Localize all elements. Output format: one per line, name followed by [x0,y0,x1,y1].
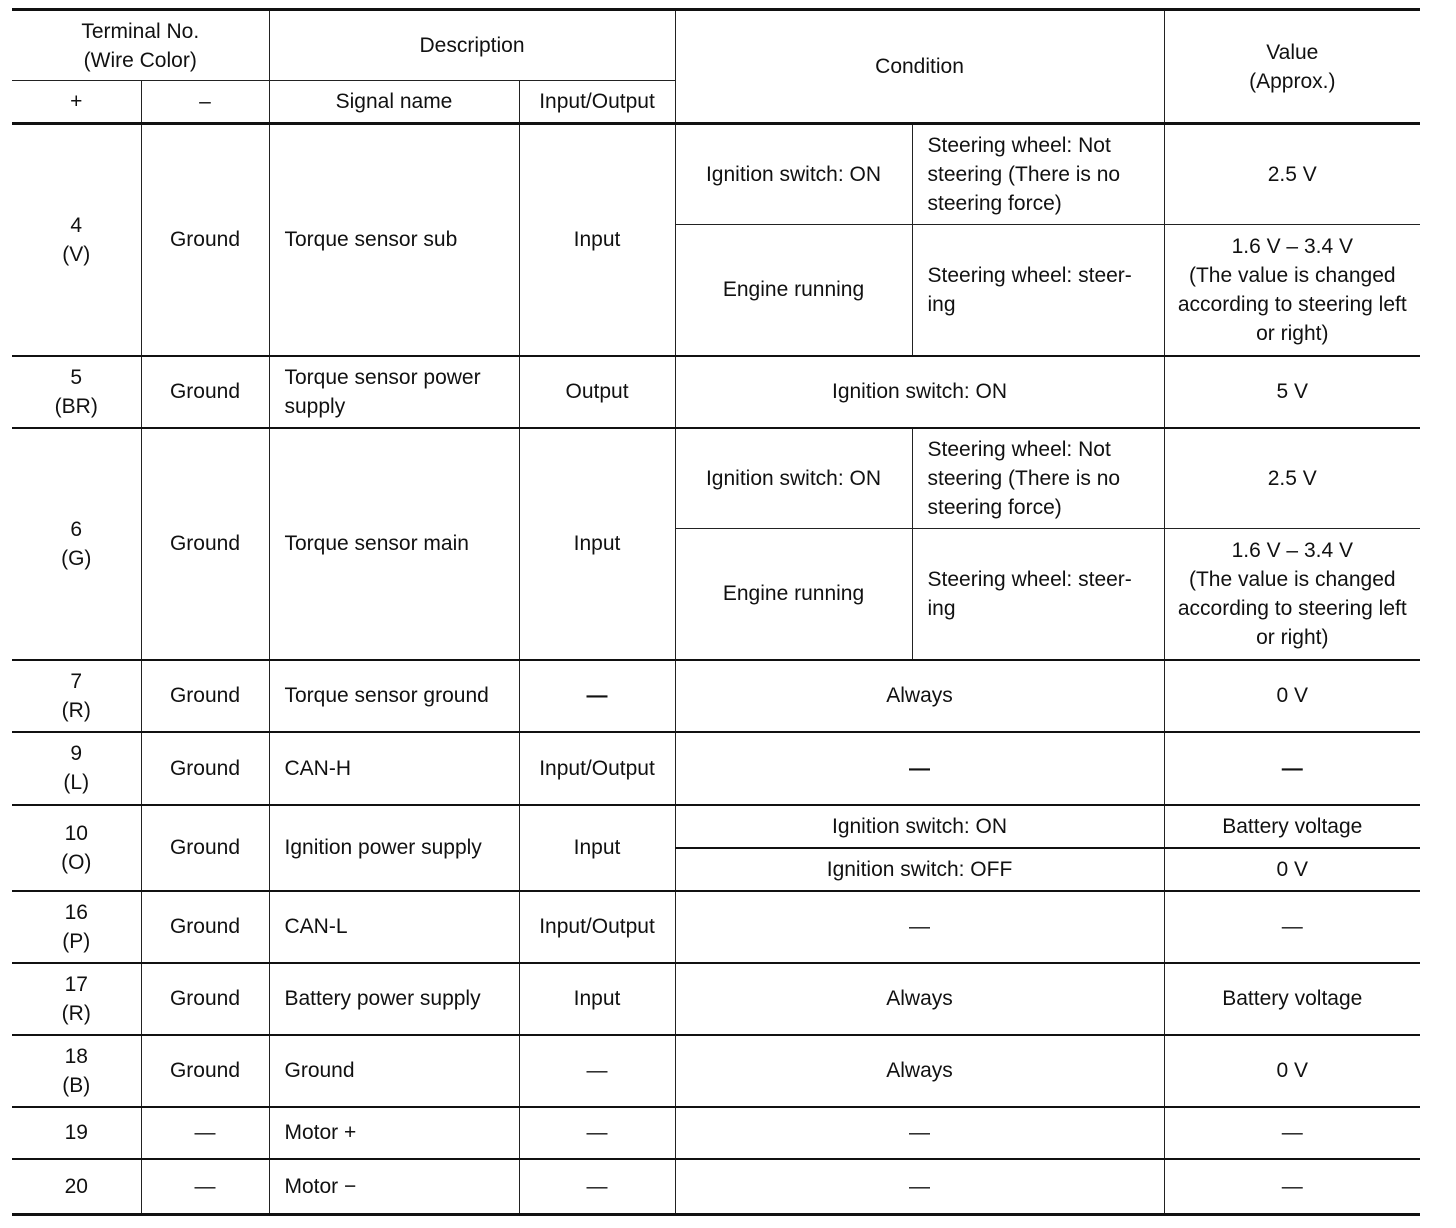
io-cell: — [519,660,675,732]
value-cell: — [1164,1159,1420,1215]
value-cell: 1.6 V – 3.4 V (The value is changed according to steering left or right) [1164,225,1420,356]
header-description: Description [269,10,675,81]
terminal-cell: 17 (R) [12,963,141,1035]
condition-cell: — [675,732,1164,805]
terminal-table [12,8,1420,1216]
condition-cell: Engine running [675,225,912,356]
header-plus: + [12,81,141,124]
signal-cell: Torque sensor sub [269,124,519,356]
value-cell: 0 V [1164,848,1420,891]
condition-cell: Always [675,963,1164,1035]
condition-detail-cell: Steering wheel: steer-ing [912,529,1164,660]
value-cell: — [1164,1107,1420,1159]
minus-cell: Ground [141,356,269,428]
minus-cell: Ground [141,891,269,963]
minus-cell: — [141,1159,269,1215]
io-cell: — [519,1159,675,1215]
terminal-cell: 19 [12,1107,141,1159]
header-minus: – [141,81,269,124]
io-cell: Input [519,805,675,891]
value-cell: 5 V [1164,356,1420,428]
header-condition: Condition [675,10,1164,124]
signal-cell: Motor + [269,1107,519,1159]
io-cell: — [519,1035,675,1107]
terminal-cell: 18 (B) [12,1035,141,1107]
minus-cell: Ground [141,124,269,356]
value-cell: 2.5 V [1164,124,1420,225]
io-cell: Input/Output [519,891,675,963]
condition-cell: — [675,891,1164,963]
value-cell: 1.6 V – 3.4 V (The value is changed according to steering left or right) [1164,529,1420,660]
value-cell: — [1164,732,1420,805]
signal-cell: Torque sensor power supply [269,356,519,428]
minus-cell: Ground [141,963,269,1035]
signal-cell: Ground [269,1035,519,1107]
condition-cell: — [675,1107,1164,1159]
terminal-cell: 6 (G) [12,428,141,660]
value-cell: — [1164,891,1420,963]
terminal-cell: 10 (O) [12,805,141,891]
signal-cell: Torque sensor main [269,428,519,660]
terminal-cell: 5 (BR) [12,356,141,428]
io-cell: Input/Output [519,732,675,805]
minus-cell: Ground [141,660,269,732]
header-terminal: Terminal No. (Wire Color) [12,10,269,81]
terminal-cell: 4 (V) [12,124,141,356]
signal-cell: Ignition power supply [269,805,519,891]
minus-cell: Ground [141,732,269,805]
terminal-cell: 7 (R) [12,660,141,732]
value-cell: 0 V [1164,1035,1420,1107]
value-cell: 0 V [1164,660,1420,732]
minus-cell: Ground [141,428,269,660]
condition-detail-cell: Steering wheel: Not steering (There is no steering force) [912,124,1164,225]
value-cell: 2.5 V [1164,428,1420,529]
io-cell: — [519,1107,675,1159]
condition-cell: Always [675,1035,1164,1107]
value-cell: Battery voltage [1164,963,1420,1035]
io-cell: Input [519,124,675,356]
condition-cell: Always [675,660,1164,732]
io-cell: Input [519,428,675,660]
signal-cell: CAN-L [269,891,519,963]
signal-cell: CAN-H [269,732,519,805]
condition-detail-cell: Steering wheel: steer-ing [912,225,1164,356]
value-cell: Battery voltage [1164,805,1420,848]
terminal-cell: 20 [12,1159,141,1215]
condition-cell: Ignition switch: ON [675,356,1164,428]
condition-cell: Ignition switch: OFF [675,848,1164,891]
io-cell: Output [519,356,675,428]
signal-cell: Battery power supply [269,963,519,1035]
header-value: Value (Approx.) [1164,10,1420,124]
minus-cell: Ground [141,805,269,891]
condition-detail-cell: Steering wheel: Not steering (There is no steering force) [912,428,1164,529]
minus-cell: Ground [141,1035,269,1107]
io-cell: Input [519,963,675,1035]
terminal-cell: 16 (P) [12,891,141,963]
condition-cell: Ignition switch: ON [675,428,912,529]
signal-cell: Torque sensor ground [269,660,519,732]
condition-cell: Ignition switch: ON [675,124,912,225]
condition-cell: Ignition switch: ON [675,805,1164,848]
signal-cell: Motor − [269,1159,519,1215]
terminal-cell: 9 (L) [12,732,141,805]
condition-cell: Engine running [675,529,912,660]
condition-cell: — [675,1159,1164,1215]
header-input-output: Input/Output [519,81,675,124]
header-signal-name: Signal name [269,81,519,124]
minus-cell: — [141,1107,269,1159]
